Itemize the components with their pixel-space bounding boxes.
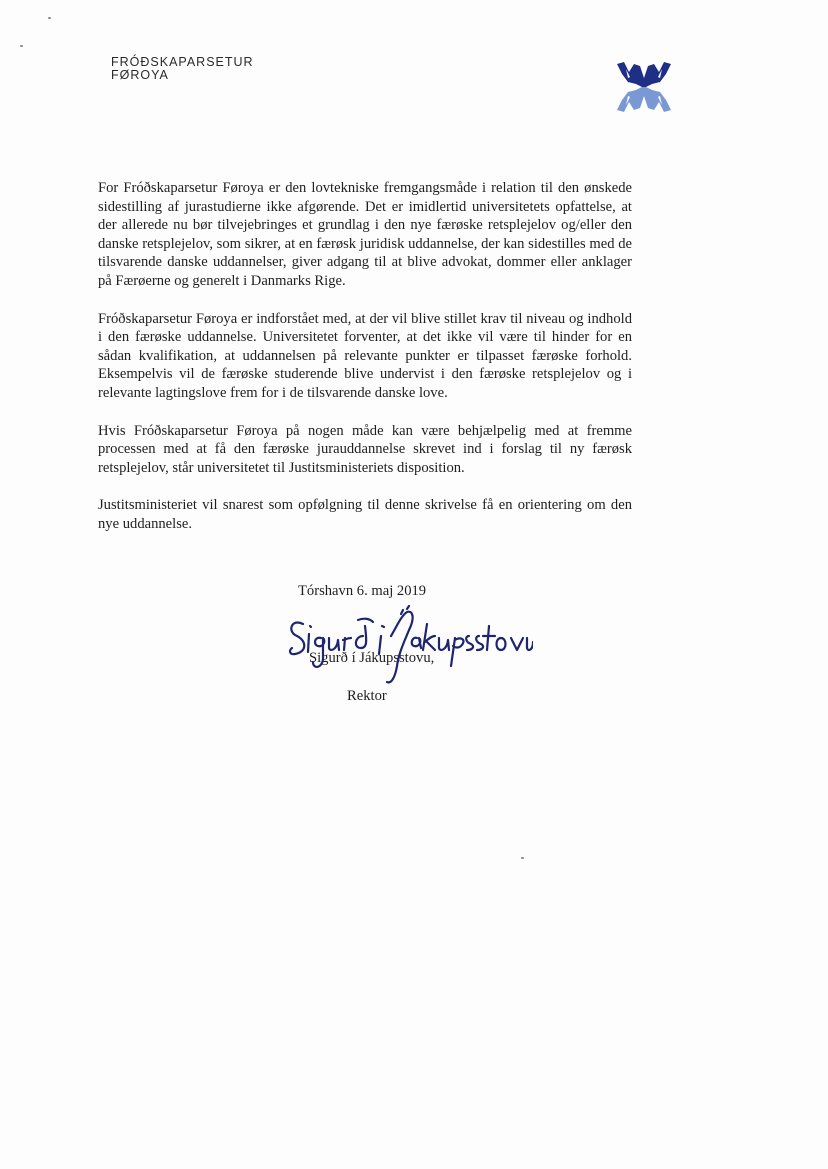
scan-speck <box>521 857 524 859</box>
paragraph: For Fróðskaparsetur Føroya er den lovtekniske fremgangsmåde i relation til den ønskede sidestilling af jurastudierne ikke afgørende. Det er imidlertid universitetets opfattelse, at der allerede nu bør tilvejebringes et grundlag i den nye færøske retsplejelov og/eller den danske retsplejelov, som sikrer, at en færøsk juridisk uddannelse, der kan sidestilles med de tilsvarende danske uddannelser, giver adgang til at blive advokat, dommer eller anklager på Færøerne og generelt i Danmarks Rige. <box>98 180 632 289</box>
paragraph: Hvis Fróðskaparsetur Føroya på nogen måde kan være behjælpelig med at fremme processen med at få den færøske jurauddannelse skrevet ind i forslag til ny færøsk retsplejelov, står universitetet til Justitsministeriets disposition. <box>98 422 632 476</box>
letterhead <box>111 56 254 82</box>
institution-name-line1: FRÓÐSKAPARSETUR <box>111 55 254 69</box>
signer-title: Rektor <box>347 688 387 704</box>
place-and-date: Tórshavn 6. maj 2019 <box>298 583 427 599</box>
paragraph: Fróðskaparsetur Føroya er indforstået med, at der vil blive stillet krav til niveau og indhold i den færøske uddannelse. Universitetet forventer, at det ikke vil være til hinder for en sådan kvalifikation, at uddannelsen på relevante punkter er tilpasset færøske forhold. Eksempelvis vil de færøske studerende blive undervist i den færøske retsplejelov og i relevante lagtingslove frem for i de tilsvarende danske love. <box>98 310 632 401</box>
letter-body <box>98 179 632 553</box>
signer-name: Sigurð í Jákupsstovu, <box>309 650 435 666</box>
institution-name-line2: FØROYA <box>111 68 169 82</box>
handwritten-signature <box>283 596 533 688</box>
snowflake-crest-icon <box>614 60 674 114</box>
paragraph: Justitsministeriet vil snarest som opfølgning til denne skrivelse få en orientering om den nye uddannelse. <box>98 497 632 532</box>
scan-speck <box>20 45 23 47</box>
scan-speck <box>48 17 51 19</box>
